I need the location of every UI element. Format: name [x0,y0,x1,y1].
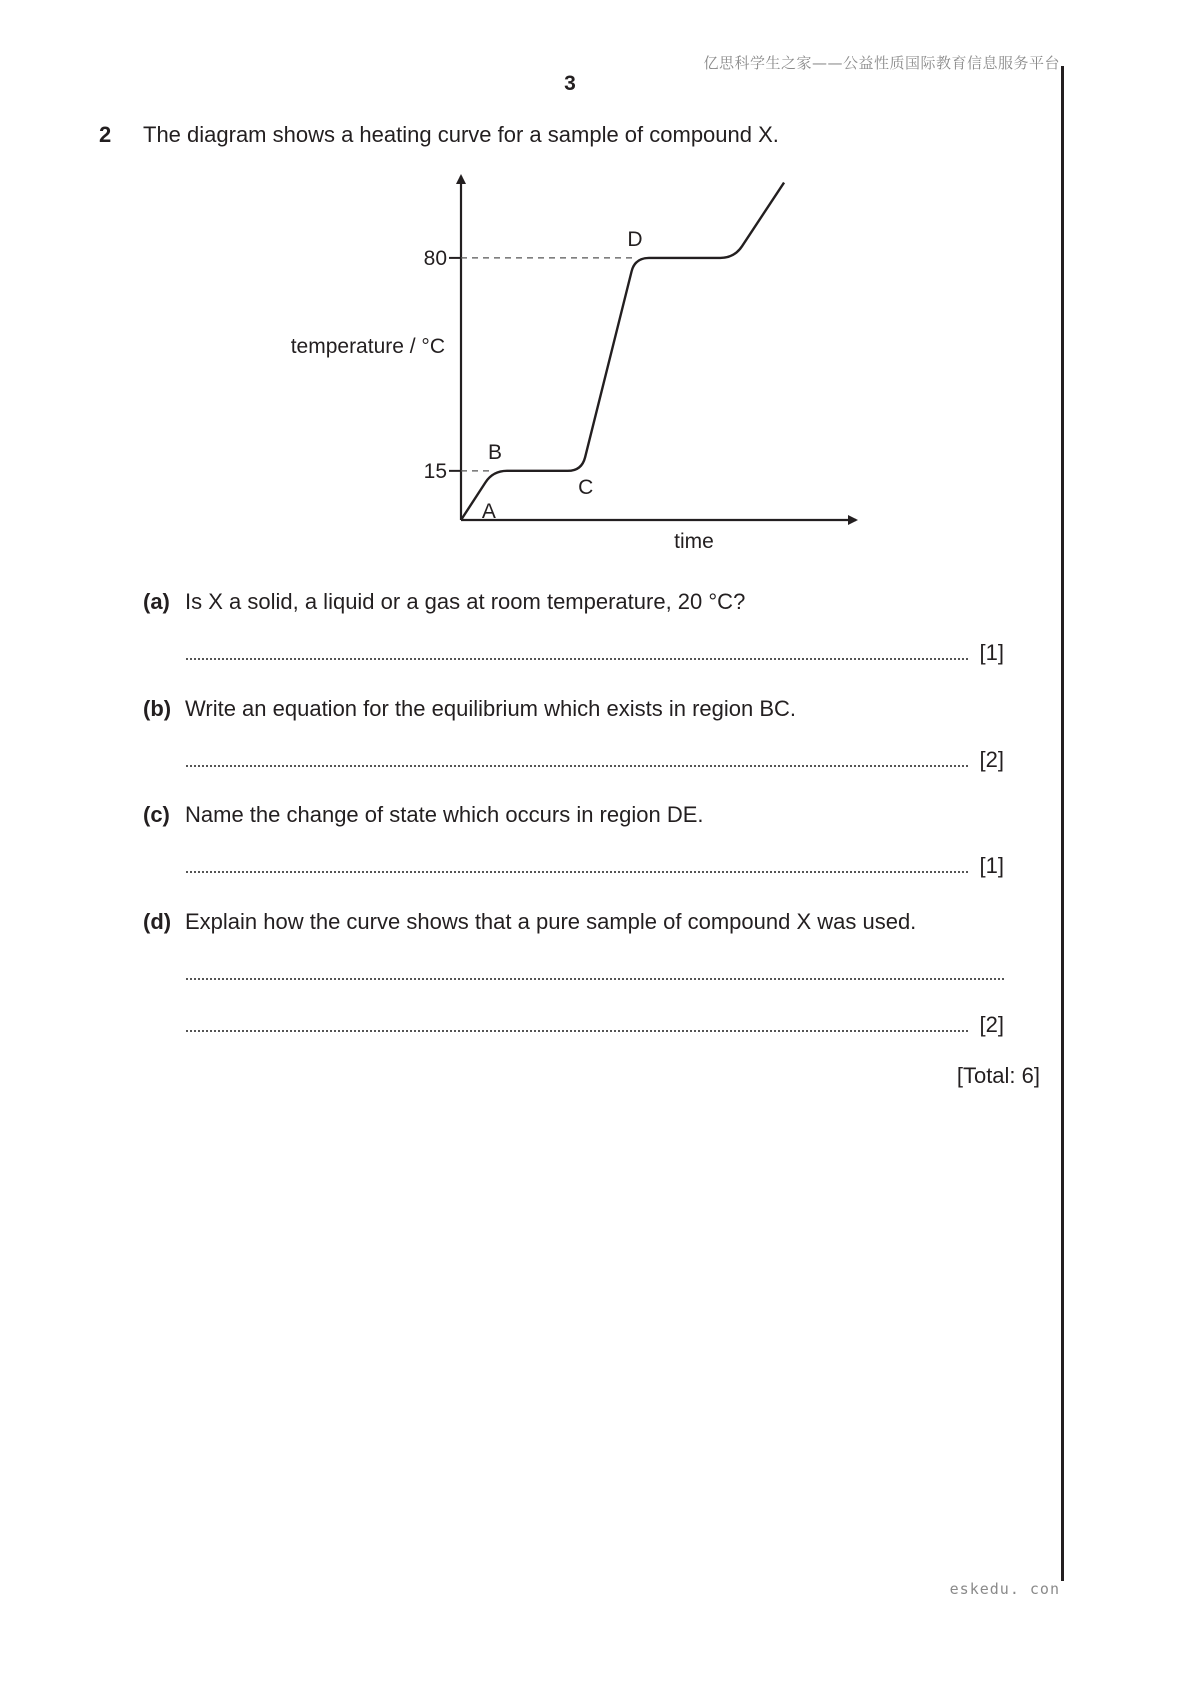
part-b-label: (b) [143,696,172,721]
y-axis-label: temperature / °C [290,335,445,358]
point-label-C: C [578,475,594,499]
part-a-marks: [1] [979,640,1004,665]
part-c-label: (c) [143,802,170,827]
question-number: 2 [99,122,112,147]
part-d-text: Explain how the curve shows that a pure sample of compound X was used. [185,909,917,934]
y-tick-label: 15 [423,459,447,483]
heating-curve-line [461,183,784,520]
answer-dots [186,1030,968,1032]
answer-line-a[interactable] [186,640,1004,666]
answer-dots [186,871,968,873]
point-label-D: D [627,227,643,251]
answer-line-d2[interactable] [186,1012,1004,1038]
part-b-text: Write an equation for the equilibrium which exists in region BC. [185,696,797,721]
answer-line-b[interactable] [186,747,1004,773]
point-label-B: B [487,440,502,464]
answer-dots [186,658,968,660]
part-c-text: Name the change of state which occurs in region DE. [185,802,704,827]
answer-dots [186,978,1004,980]
total-marks: [Total: 6] [956,1063,1040,1088]
part-c-marks: [1] [979,853,1004,878]
y-tick-label: 80 [423,246,447,270]
part-a-label: (a) [143,589,170,614]
part-d-label: (d) [143,909,172,934]
part-b-marks: [2] [979,747,1004,772]
heating-curve-chart [0,0,1190,560]
x-axis-label: time [674,530,714,553]
answer-dots [186,765,968,767]
watermark-top: 亿思科学生之家——公益性质国际教育信息服务平台 [703,54,1060,72]
point-label-A: A [481,500,496,523]
question-stem: The diagram shows a heating curve for a sample of compound X. [143,122,779,147]
answer-line-c[interactable] [186,853,1004,879]
part-a-text: Is X a solid, a liquid or a gas at room temperature, 20 °C? [185,589,746,614]
part-d-marks: [2] [979,1012,1004,1037]
page-number: 3 [564,72,576,95]
watermark-bottom: eskedu. con [949,1580,1060,1598]
answer-line-d1[interactable] [186,960,1004,986]
